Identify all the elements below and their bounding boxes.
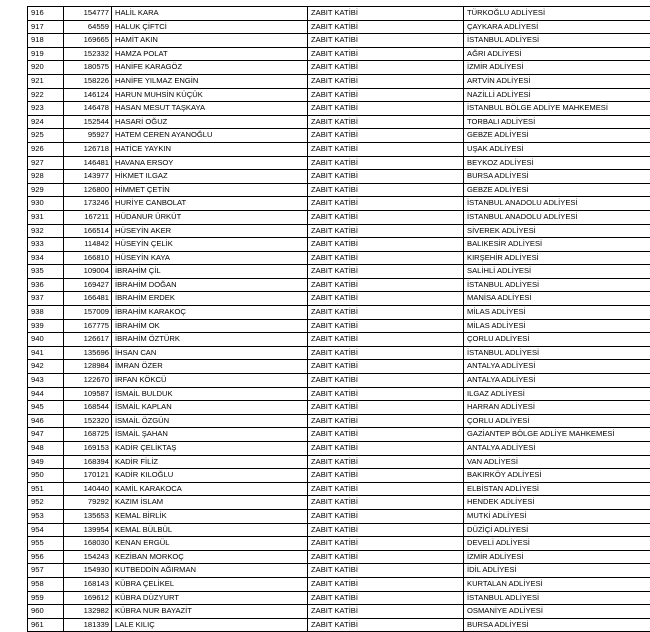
registry-id: 122670 [64,374,112,388]
job-title: ZABIT KATİBİ [308,251,464,265]
job-title: ZABIT KATİBİ [308,34,464,48]
job-title: ZABIT KATİBİ [308,170,464,184]
registry-id: 126617 [64,333,112,347]
person-name: HANİFE KARAGÖZ [112,61,308,75]
job-title: ZABIT KATİBİ [308,278,464,292]
row-number: 937 [28,292,64,306]
job-title: ZABIT KATİBİ [308,387,464,401]
row-number: 921 [28,74,64,88]
job-title: ZABIT KATİBİ [308,115,464,129]
row-number: 960 [28,605,64,619]
courthouse: GEBZE ADLİYESİ [464,129,650,143]
job-title: ZABIT KATİBİ [308,414,464,428]
job-title: ZABIT KATİBİ [308,442,464,456]
table-row [28,170,650,184]
job-title: ZABIT KATİBİ [308,88,464,102]
courthouse: OSMANİYE ADLİYESİ [464,605,650,619]
courthouse: ANTALYA ADLİYESİ [464,374,650,388]
table-row [28,455,650,469]
registry-id: 169427 [64,278,112,292]
row-number: 945 [28,401,64,415]
table-row [28,537,650,551]
courthouse: HENDEK ADLİYESİ [464,496,650,510]
courthouse: ARTVİN ADLİYESİ [464,74,650,88]
table-row [28,224,650,238]
person-name: HALUK ÇİFTCİ [112,20,308,34]
registry-id: 109587 [64,387,112,401]
job-title: ZABIT KATİBİ [308,47,464,61]
person-name: İBRAHİM ÇİL [112,265,308,279]
person-name: HAVANA ERSOY [112,156,308,170]
row-number: 923 [28,102,64,116]
table-row [28,577,650,591]
courthouse: ÇORLU ADLİYESİ [464,414,650,428]
table-row [28,7,650,21]
row-number: 919 [28,47,64,61]
job-title: ZABIT KATİBİ [308,455,464,469]
job-title: ZABIT KATİBİ [308,374,464,388]
registry-id: 173246 [64,197,112,211]
job-title: ZABIT KATİBİ [308,61,464,75]
table-row [28,605,650,619]
registry-id: 168544 [64,401,112,415]
document-page [0,6,650,579]
courthouse: BURSA ADLİYESİ [464,170,650,184]
registry-id: 167775 [64,319,112,333]
row-number: 922 [28,88,64,102]
table-row [28,292,650,306]
row-number: 961 [28,618,64,632]
registry-id: 126718 [64,142,112,156]
row-number: 958 [28,577,64,591]
person-name: KAMİL KARAKOCA [112,482,308,496]
registry-id: 181339 [64,618,112,632]
person-name: İMRAN ÖZER [112,360,308,374]
row-number: 954 [28,523,64,537]
courthouse: İSTANBUL ADLİYESİ [464,34,650,48]
table-row [28,102,650,116]
registry-id: 126800 [64,183,112,197]
table-row [28,197,650,211]
person-name: HÜSEYİN AKER [112,224,308,238]
person-name: KÜBRA NUR BAYAZİT [112,605,308,619]
person-name: İSMAİL ÖZGÜN [112,414,308,428]
table-row [28,564,650,578]
job-title: ZABIT KATİBİ [308,74,464,88]
person-name: İHSAN CAN [112,346,308,360]
person-name: İSMAİL BULDUK [112,387,308,401]
table-row [28,482,650,496]
row-number: 942 [28,360,64,374]
table-row [28,550,650,564]
person-name: HANİFE YILMAZ ENGİN [112,74,308,88]
job-title: ZABIT KATİBİ [308,224,464,238]
job-title: ZABIT KATİBİ [308,238,464,252]
table-row [28,278,650,292]
table-row [28,47,650,61]
job-title: ZABIT KATİBİ [308,496,464,510]
table-row [28,319,650,333]
registry-id: 152544 [64,115,112,129]
job-title: ZABIT KATİBİ [308,265,464,279]
registry-id: 167211 [64,210,112,224]
person-name: KADİR KILOĞLU [112,469,308,483]
table-row [28,428,650,442]
table-row [28,129,650,143]
courthouse: BURSA ADLİYESİ [464,618,650,632]
courthouse: SALİHLİ ADLİYESİ [464,265,650,279]
registry-id: 128984 [64,360,112,374]
job-title: ZABIT KATİBİ [308,523,464,537]
person-name: KAZIM İSLAM [112,496,308,510]
courthouse: İZMİR ADLİYESİ [464,61,650,75]
job-title: ZABIT KATİBİ [308,618,464,632]
job-title: ZABIT KATİBİ [308,469,464,483]
courthouse: GAZİANTEP BÖLGE ADLİYE MAHKEMESİ [464,428,650,442]
registry-id: 135696 [64,346,112,360]
person-name: HAMİT AKIN [112,34,308,48]
person-name: İBRAHİM OK [112,319,308,333]
registry-id: 168394 [64,455,112,469]
row-number: 950 [28,469,64,483]
registry-id: 152320 [64,414,112,428]
person-name: KÜBRA ÇELİKEL [112,577,308,591]
registry-id: 166481 [64,292,112,306]
courthouse: BALIKESİR ADLİYESİ [464,238,650,252]
row-number: 920 [28,61,64,75]
job-title: ZABIT KATİBİ [308,346,464,360]
row-number: 928 [28,170,64,184]
row-number: 930 [28,197,64,211]
courthouse: TORBALI ADLİYESİ [464,115,650,129]
person-name: HARUN MUHSİN KÜÇÜK [112,88,308,102]
job-title: ZABIT KATİBİ [308,360,464,374]
registry-id: 154930 [64,564,112,578]
row-number: 926 [28,142,64,156]
person-name: HİKMET ILGAZ [112,170,308,184]
job-title: ZABIT KATİBİ [308,197,464,211]
table-row [28,591,650,605]
job-title: ZABIT KATİBİ [308,591,464,605]
row-number: 929 [28,183,64,197]
registry-id: 157009 [64,306,112,320]
person-name: HASAN MESUT TAŞKAYA [112,102,308,116]
row-number: 951 [28,482,64,496]
person-name: HATİCE YAYKIN [112,142,308,156]
registry-id: 143977 [64,170,112,184]
table-row [28,238,650,252]
registry-id: 166810 [64,251,112,265]
courthouse: BAKIRKÖY ADLİYESİ [464,469,650,483]
courthouse: TÜRKOĞLU ADLİYESİ [464,7,650,21]
job-title: ZABIT KATİBİ [308,306,464,320]
courthouse: BEYKOZ ADLİYESİ [464,156,650,170]
registry-id: 166514 [64,224,112,238]
person-name: HALİL KARA [112,7,308,21]
person-name: HİMMET ÇETİN [112,183,308,197]
job-title: ZABIT KATİBİ [308,509,464,523]
courthouse: ILGAZ ADLİYESİ [464,387,650,401]
courthouse: MUTKİ ADLİYESİ [464,509,650,523]
table-row [28,387,650,401]
row-number: 934 [28,251,64,265]
person-name: HURİYE CANBOLAT [112,197,308,211]
job-title: ZABIT KATİBİ [308,537,464,551]
job-title: ZABIT KATİBİ [308,319,464,333]
person-name: KADİR ÇELİKTAŞ [112,442,308,456]
courthouse: ANTALYA ADLİYESİ [464,360,650,374]
row-number: 917 [28,20,64,34]
table-row [28,115,650,129]
courthouse: İSTANBUL ADLİYESİ [464,346,650,360]
row-number: 925 [28,129,64,143]
person-name: KEMAL BÜLBÜL [112,523,308,537]
courthouse: AĞRI ADLİYESİ [464,47,650,61]
registry-id: 170121 [64,469,112,483]
person-name: KADİR FİLİZ [112,455,308,469]
job-title: ZABIT KATİBİ [308,142,464,156]
job-title: ZABIT KATİBİ [308,292,464,306]
job-title: ZABIT KATİBİ [308,7,464,21]
person-name: İBRAHİM ÖZTÜRK [112,333,308,347]
courthouse: İSTANBUL ANADOLU ADLİYESİ [464,197,650,211]
courthouse: KIRŞEHİR ADLİYESİ [464,251,650,265]
table-row [28,442,650,456]
person-name: KEZİBAN MORKOÇ [112,550,308,564]
registry-id: 169153 [64,442,112,456]
registry-id: 132982 [64,605,112,619]
job-title: ZABIT KATİBİ [308,20,464,34]
table-row [28,156,650,170]
registry-id: 146481 [64,156,112,170]
courthouse: İSTANBUL ADLİYESİ [464,591,650,605]
job-title: ZABIT KATİBİ [308,102,464,116]
table-row [28,306,650,320]
courthouse: SİVEREK ADLİYESİ [464,224,650,238]
row-number: 918 [28,34,64,48]
registry-id: 140440 [64,482,112,496]
courthouse: HARRAN ADLİYESİ [464,401,650,415]
courthouse: İSTANBUL ANADOLU ADLİYESİ [464,210,650,224]
person-name: HASARİ OĞUZ [112,115,308,129]
row-number: 949 [28,455,64,469]
courthouse: ANTALYA ADLİYESİ [464,442,650,456]
table-row [28,618,650,632]
table-row [28,183,650,197]
courthouse: ÇAYKARA ADLİYESİ [464,20,650,34]
row-number: 927 [28,156,64,170]
registry-id: 169612 [64,591,112,605]
registry-id: 139954 [64,523,112,537]
courthouse: KURTALAN ADLİYESİ [464,577,650,591]
row-number: 935 [28,265,64,279]
table-row [28,34,650,48]
row-number: 931 [28,210,64,224]
courthouse: ELBİSTAN ADLİYESİ [464,482,650,496]
courthouse: NAZİLLİ ADLİYESİ [464,88,650,102]
row-number: 943 [28,374,64,388]
row-number: 947 [28,428,64,442]
row-number: 957 [28,564,64,578]
registry-id: 114842 [64,238,112,252]
row-number: 916 [28,7,64,21]
table-row [28,265,650,279]
job-title: ZABIT KATİBİ [308,333,464,347]
registry-id: 64559 [64,20,112,34]
registry-id: 168143 [64,577,112,591]
courthouse: MANİSA ADLİYESİ [464,292,650,306]
person-name: İSMAİL KAPLAN [112,401,308,415]
person-name: KÜBRA DÜZYURT [112,591,308,605]
row-number: 956 [28,550,64,564]
row-number: 959 [28,591,64,605]
job-title: ZABIT KATİBİ [308,428,464,442]
person-name: İBRAHİM DOĞAN [112,278,308,292]
job-title: ZABIT KATİBİ [308,482,464,496]
registry-id: 79292 [64,496,112,510]
table-row [28,333,650,347]
table-row [28,401,650,415]
job-title: ZABIT KATİBİ [308,550,464,564]
table-row [28,88,650,102]
row-number: 932 [28,224,64,238]
courthouse: VAN ADLİYESİ [464,455,650,469]
registry-id: 180575 [64,61,112,75]
row-number: 955 [28,537,64,551]
person-name: İSMAİL ŞAHAN [112,428,308,442]
person-name: KENAN ERGÜL [112,537,308,551]
person-name: HÜSEYİN KAYA [112,251,308,265]
job-title: ZABIT KATİBİ [308,577,464,591]
row-number: 938 [28,306,64,320]
row-number: 924 [28,115,64,129]
job-title: ZABIT KATİBİ [308,401,464,415]
registry-id: 168725 [64,428,112,442]
person-name: İBRAHİM KARAKOÇ [112,306,308,320]
table-row [28,346,650,360]
row-number: 936 [28,278,64,292]
courthouse: DÜZİÇİ ADLİYESİ [464,523,650,537]
row-number: 933 [28,238,64,252]
courthouse: DEVELİ ADLİYESİ [464,537,650,551]
courthouse: ÇORLU ADLİYESİ [464,333,650,347]
person-name: LALE KILIÇ [112,618,308,632]
row-number: 946 [28,414,64,428]
job-title: ZABIT KATİBİ [308,564,464,578]
registry-id: 154777 [64,7,112,21]
courthouse: MİLAS ADLİYESİ [464,319,650,333]
table-row [28,509,650,523]
table-row [28,374,650,388]
person-name: HAMZA POLAT [112,47,308,61]
table-row [28,414,650,428]
table-row [28,360,650,374]
job-title: ZABIT KATİBİ [308,183,464,197]
registry-id: 158226 [64,74,112,88]
row-number: 948 [28,442,64,456]
row-number: 939 [28,319,64,333]
job-title: ZABIT KATİBİ [308,210,464,224]
table-body [28,7,650,632]
personnel-listing-table [27,6,650,632]
courthouse: İSTANBUL BÖLGE ADLİYE MAHKEMESİ [464,102,650,116]
registry-id: 109004 [64,265,112,279]
person-name: KUTBEDDİN AĞIRMAN [112,564,308,578]
table-row [28,74,650,88]
registry-id: 169665 [64,34,112,48]
registry-id: 146478 [64,102,112,116]
registry-id: 146124 [64,88,112,102]
table-row [28,496,650,510]
person-name: HATEM CEREN AYANOĞLU [112,129,308,143]
table-row [28,142,650,156]
registry-id: 168030 [64,537,112,551]
row-number: 940 [28,333,64,347]
table-row [28,251,650,265]
row-number: 953 [28,509,64,523]
job-title: ZABIT KATİBİ [308,605,464,619]
registry-id: 152332 [64,47,112,61]
registry-id: 135653 [64,509,112,523]
job-title: ZABIT KATİBİ [308,156,464,170]
person-name: HÜDANUR ÜRKÜT [112,210,308,224]
person-name: İRFAN KÖKCÜ [112,374,308,388]
courthouse: UŞAK ADLİYESİ [464,142,650,156]
courthouse: MİLAS ADLİYESİ [464,306,650,320]
courthouse: GEBZE ADLİYESİ [464,183,650,197]
person-name: KEMAL BİRLİK [112,509,308,523]
table-row [28,523,650,537]
row-number: 944 [28,387,64,401]
courthouse: İZMİR ADLİYESİ [464,550,650,564]
table-row [28,61,650,75]
row-number: 952 [28,496,64,510]
registry-id: 154243 [64,550,112,564]
job-title: ZABIT KATİBİ [308,129,464,143]
person-name: İBRAHİM ERDEK [112,292,308,306]
table-row [28,20,650,34]
courthouse: İDİL ADLİYESİ [464,564,650,578]
person-name: HÜSEYİN ÇELİK [112,238,308,252]
row-number: 941 [28,346,64,360]
table-row [28,469,650,483]
table-row [28,210,650,224]
registry-id: 95927 [64,129,112,143]
courthouse: İSTANBUL ADLİYESİ [464,278,650,292]
